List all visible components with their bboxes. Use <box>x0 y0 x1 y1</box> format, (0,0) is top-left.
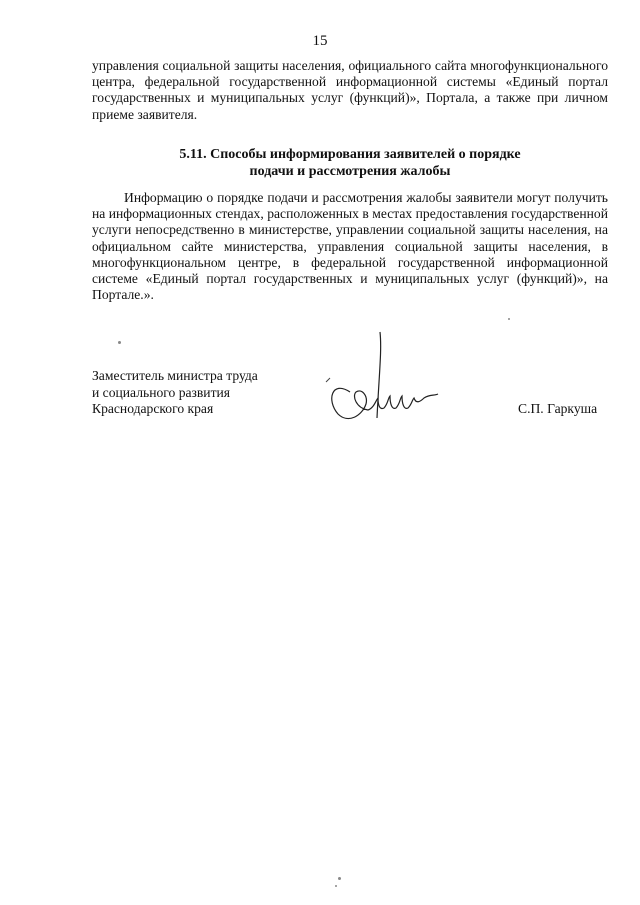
page-number: 15 <box>312 33 328 49</box>
continuation-paragraph: управления социальной защиты населения, официального сайта многофункционального центра, федеральной государственной информационной системы «Единый портал государственных и муниципальных услуг (функций)», Портала, а также при личном приеме заявителя. <box>92 58 608 122</box>
section-title <box>92 146 608 180</box>
scan-speck <box>508 318 510 320</box>
body-paragraph: Информацию о порядке подачи и рассмотрения жалобы заявители могут получить на информационных стендах, расположенных в местах предоставления государственной услуги непосредственно в министерстве, управлении социальной защиты населения, на официальном сайте министерства, управления социальной защиты населения, в многофункциональном центре, в федеральной государственной информационной системе «Единый портал государственных и муниципальных услуг (функций)», на Портале.». <box>92 190 608 303</box>
position-line2: и социального развития <box>92 384 231 400</box>
handwritten-signature <box>322 330 442 425</box>
position-line1: Заместитель министра труда <box>92 368 258 383</box>
signer-name: С.П. Гаркуша <box>518 401 598 416</box>
section-title-line1: 5.11. Способы информирования заявителей о порядке <box>179 147 521 162</box>
position-line3: Краснодарского края <box>92 401 214 416</box>
signatory-position <box>92 368 258 418</box>
scan-speck <box>118 341 121 344</box>
section-title-line2: подачи и рассмотрения жалобы <box>249 164 451 179</box>
scan-speck <box>338 877 341 880</box>
scan-speck <box>335 885 337 887</box>
